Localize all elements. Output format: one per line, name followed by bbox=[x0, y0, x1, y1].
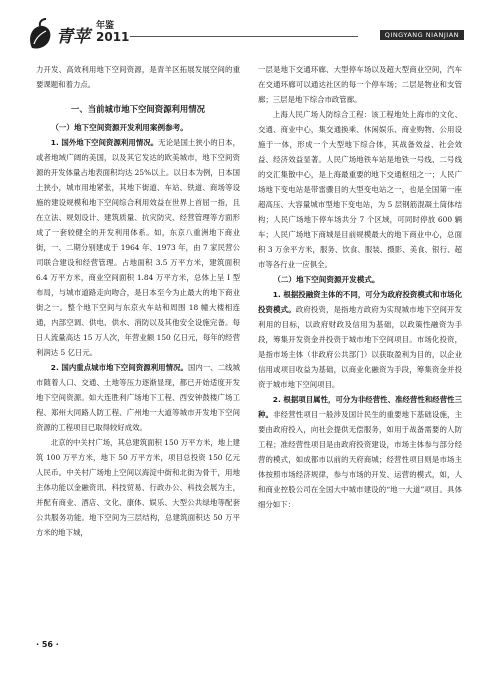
paragraph-body: 非经营性项目一般涉及国计民生的重要地下基础设施，主要由政府投入，向社会提供无偿服务，如用于战备需要的人防工程；准经营性项目是由政府投资建设，市场主体参与部分经营的模式，如成都市以前的天府商城；经营性项目则是市场主体按照市场经济规律，参与市场的开发、运营的模式，如，人和商业控股公司在全国大中城市建设的“地一大道”项目。具体细分如下： bbox=[258, 410, 462, 509]
left-continued-paragraph: 力开发、高效利用地下空间资源，是青羊区拓展发展空间的重要课题和着力点。 bbox=[36, 65, 240, 89]
paragraph-body: 政府投资，是指地方政府为实现城市地下空间开发利用的目标，以政府财政及信用为基础，以政策性融资为手段，筹集开发资金并投资于城市地下空间项目。市场化投资，是指市场主体（非政府公共部门）以获取盈利为目的，以企业信用或项目收益为基础，以商业化融资为手段，筹集资金并投资于城市地下空间项目。 bbox=[258, 305, 462, 389]
page-header bbox=[18, 16, 464, 58]
paragraph-body: 无论是国土狭小的日本，或者地域广阔的美国，以及其它发达的欧美城市，地下空间资源的开发体量占地表面积均达 25%以上。以日本为例，日本国土狭小，城市用地紧张，其地下街道、车站、铁道、商场等设施的建设规模和地下空间综合利用效益在世界上首屈一指，且在立法、规划设计、建筑质量、抗灾防灾、经营管理等方面形成了一套较健全的开发利用体系。如，东京八重洲地下商业街，一、二期分别建成于 1964 年、1973 年，由 7 家民营公司联合建设和经营管理。占地面积 3.5 万平方米，建筑面积 6.4 万平方米，商业空间面积 1.84 万平方米，总体上呈 I 型布局，与城市道路走向吻合，是日本至今为止最大的地下商业街之一。整个地下空间与东京火车站和周围 18 幢大楼相连通，内部空调、供电、供水、消防以及其他安全设施完备。每日人流量高达 15 万人次，年营业额 150 亿日元，每年的经营利润达 5 亿日元。 bbox=[36, 138, 240, 357]
paragraph-lead: 2. 国内重点城市地下空间资源利用情况。 bbox=[50, 363, 188, 372]
paragraph-investment-models bbox=[258, 287, 462, 392]
page-number: · 56 · bbox=[36, 640, 59, 649]
logo-text: 青苹 bbox=[56, 27, 90, 47]
paragraph-foreign-cases bbox=[36, 135, 240, 360]
header-tag: QINGYANG NIANJIAN bbox=[380, 30, 464, 40]
subsection-heading-2: （二）地下空间资源开发模式。 bbox=[273, 275, 380, 284]
paragraph-lead: 2. 根据项目属性，可分为非经营性、准经营性和经营性三种。 bbox=[258, 395, 462, 419]
paragraph-domestic-cases bbox=[36, 360, 240, 435]
left-column bbox=[36, 62, 240, 540]
header-rule bbox=[130, 36, 358, 37]
paragraph-body: 国内一、二线城市随着人口、交通、土地等压力逐渐显现，都已开始适度开发地下空间资源。如大连胜利广场地下工程、西安钟鼓楼广场工程、郑州大同路人防工程、广州地一大道等城市开发地下空间资源的工程项目已取得较好成效。 bbox=[36, 363, 240, 432]
section-heading: 一、当前城市地下空间资源利用情况 bbox=[71, 104, 205, 114]
right-continued-paragraph: 一层是地下交通环廊、大型停车场以及超大型商业空间，汽车在交通环廊可以通达社区的每一个停车场；二层是物业和支管廊；三层是地下综合市政管廊。 bbox=[258, 65, 462, 104]
right-column bbox=[258, 62, 462, 512]
paragraph-shanghai: 上海人民广场人防综合工程：该工程地处上海市的文化、交通、商业中心，集交通换乘、休闲娱乐、商业购物、公用设施于一体，形成一个大型地下综合体，其战备效益、社会效益、经济效益显著。人民广场地铁车站是地铁一号线、二号线的交汇集散中心，是上海最重要的地下交通枢纽之一；人民广场地下变电站是带雷骤目的大型变电站之一，也是全国第一座超高压、大容量城市型地下变电站，为 5 层钢筋混凝土筒体结构；人民广场地下停车场共分 7 个区域，可同时停放 600 辆车；人民广场地下商城是目前规模最大的地下商业中心，总面积 3 万余平方米，服务、饮食、服装、摄影、美食、银行、超市等各行业一应俱全。 bbox=[258, 110, 462, 269]
year-number: 2011 bbox=[96, 30, 130, 44]
apple-leaf-logo-icon bbox=[26, 18, 56, 52]
paragraph-lead: 1. 根据投融资主体的不同，可分为政府投资模式和市场化投资模式。 bbox=[258, 290, 462, 314]
paragraph-project-types bbox=[258, 392, 462, 512]
paragraph-lead: 1. 国外地下空间资源利用情况。 bbox=[50, 138, 159, 147]
paragraph-beijing: 北京的中关村广场，其总建筑面积 150 万平方米，地上建筑 100 万平方米，地下 50 万平方米，项目总投资 150 亿元人民币。中关村广场地上空间以海淀中街和北街为骨干，用地主体功能以金融资讯、科技贸易、行政办公、科技会展为主，并配有商业、酒店、文化、康体、娱乐、大型公共绿地等配套公共服务功能。地下空间为三层结构，总建筑面积达 50 万平方米的地下城， bbox=[36, 438, 240, 537]
subsection-heading-1: （一）地下空间资源开发利用案例参考。 bbox=[51, 123, 188, 132]
yearbook-label: 年鉴 bbox=[96, 21, 115, 31]
